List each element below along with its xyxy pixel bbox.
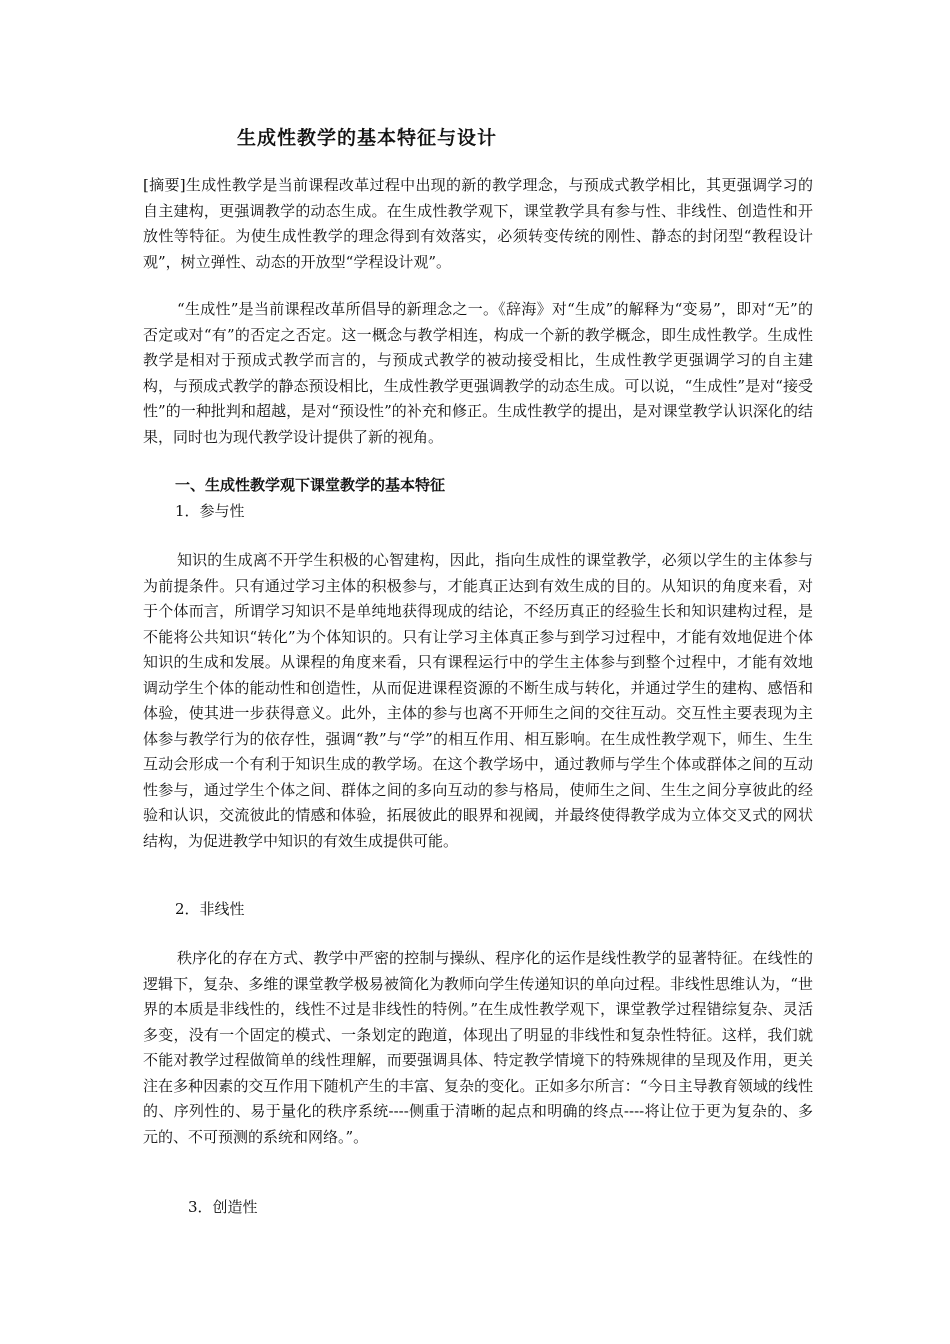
subheading-participation: 1．参与性 <box>175 502 245 520</box>
document-title: 生成性教学的基本特征与设计 <box>237 127 498 149</box>
subheading-creativity: 3．创造性 <box>188 1198 258 1216</box>
subheading-nonlinearity: 2．非线性 <box>175 900 245 918</box>
nonlinearity-paragraph: 秩序化的存在方式、教学中严密的控制与操纵、程序化的运作是线性教学的显著特征。在线性的逻辑下，复杂、多维的课堂教学极易被简化为教师向学生传递知识的单向过程。非线性思维认为，“世界的本质是非线性的，线性不过是非线性的特例。”在生成性教学观下，课堂教学过程错综复杂、灵活多变，没有一个固定的模式、一条划定的跑道，体现出了明显的非线性和复杂性特征。这样，我们就不能对教学过程做简单的线性理解，而要强调具体、特定教学情境下的特殊规律的呈现及作用，更关注在多种因素的交互作用下随机产生的丰富、复杂的变化。正如多尔所言：“今日主导教育领域的线性的、序列性的、易于量化的秩序系统----侧重于清晰的起点和明确的终点----将让位于更为复杂的、多元的、不可预测的系统和网络。”。 <box>143 949 813 1146</box>
intro-paragraph: “生成性”是当前课程改革所倡导的新理念之一。《辞海》对“生成”的解释为“变易”，即对“无”的否定或对“有”的否定之否定。这一概念与教学相连，构成一个新的教学概念，即生成性教学。生成性教学是相对于预成式教学而言的，与预成式教学的被动接受相比，生成性教学更强调学习的自主建构，与预成式教学的静态预设相比，生成性教学更强调教学的动态生成。可以说，“生成性”是对“接受性”的一种批判和超越，是对“预设性”的补充和修正。生成性教学的提出，是对课堂教学认识深化的结果，同时也为现代教学设计提供了新的视角。 <box>143 300 813 446</box>
abstract-paragraph: [摘要]生成性教学是当前课程改革过程中出现的新的教学理念，与预成式教学相比，其更强调学习的自主建构，更强调教学的动态生成。在生成性教学观下，课堂教学具有参与性、非线性、创造性和开放性等特征。为使生成性教学的理念得到有效落实，必须转变传统的刚性、静态的封闭型“教程设计观”，树立弹性、动态的开放型“学程设计观”。 <box>143 176 813 271</box>
section-heading: 一、生成性教学观下课堂教学的基本特征 <box>175 476 446 494</box>
participation-paragraph: 知识的生成离不开学生积极的心智建构，因此，指向生成性的课堂教学，必须以学生的主体参与为前提条件。只有通过学习主体的积极参与，才能真正达到有效生成的目的。从知识的角度来看，对于个体而言，所谓学习知识不是单纯地获得现成的结论，不经历真正的经验生长和知识建构过程，是不能将公共知识“转化”为个体知识的。只有让学习主体真正参与到学习过程中，才能有效地促进个体知识的生成和发展。从课程的角度来看，只有课程运行中的学生主体参与到整个过程中，才能有效地调动学生个体的能动性和创造性，从而促进课程资源的不断生成与转化，并通过学生的建构、感悟和体验，使其进一步获得意义。此外，主体的参与也离不开师生之间的交往互动。交互性主要表现为主体参与教学行为的依存性，强调“教”与“学”的相互作用、相互影响。在生成性教学观下，师生、生生互动会形成一个有利于知识生成的教学场。在这个教学场中，通过教师与学生个体或群体之间的互动性参与，通过学生个体之间、群体之间的多向互动的参与格局，使师生之间、生生之间分享彼此的经验和认识，交流彼此的情感和体验，拓展彼此的眼界和视阈，并最终使得教学成为立体交叉式的网状结构，为促进教学中知识的有效生成提供可能。 <box>143 551 813 850</box>
